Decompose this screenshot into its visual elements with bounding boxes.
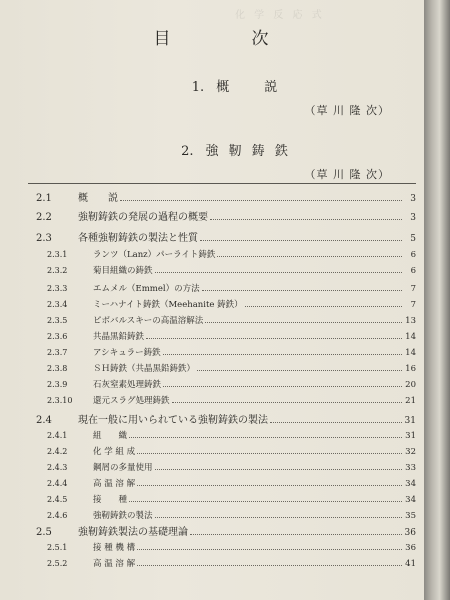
toc-entry xyxy=(0,411,416,425)
page-title: 目 次 xyxy=(153,29,301,49)
dot-leader xyxy=(210,211,402,220)
section-divider xyxy=(28,183,416,184)
toc-entry-title: 強靭鋳鉄製法の基礎理論 xyxy=(78,527,188,538)
toc-entry-number: 2.3.2 xyxy=(47,266,68,275)
toc-entry xyxy=(0,330,416,344)
toc-entry-title: 概 説 xyxy=(78,193,118,204)
toc-entry-number: 2.4.4 xyxy=(47,479,68,488)
dot-leader xyxy=(172,394,402,403)
dot-leader xyxy=(137,477,402,486)
toc-entry xyxy=(0,378,416,392)
toc-entry xyxy=(0,509,416,523)
toc-entry-title: 高 温 溶 解 xyxy=(93,479,136,489)
toc-entry-number: 2.4 xyxy=(36,415,52,426)
toc-entry xyxy=(0,346,416,360)
dot-leader xyxy=(197,362,402,371)
toc-entry-title: 接 種 機 構 xyxy=(93,543,136,553)
dot-leader xyxy=(137,557,402,566)
toc-entry-number: 2.3 xyxy=(36,233,52,244)
toc-entry xyxy=(0,314,416,328)
toc-entry-title: 強靭鋳鉄の発展の過程の概要 xyxy=(78,212,208,223)
toc-entry-number: 2.4.6 xyxy=(47,511,68,520)
toc-entry-title: ピボバルスキーの高温溶解法 xyxy=(93,316,204,326)
dot-leader xyxy=(155,264,402,273)
toc-entry-title: 各種強靭鋳鉄の製法と性質 xyxy=(78,233,198,244)
toc-entry-page: 36 xyxy=(405,543,416,553)
dot-leader xyxy=(155,509,402,518)
toc-entry-title: 強靭鋳鉄の製法 xyxy=(93,511,153,521)
toc-entry-page: 13 xyxy=(405,316,416,326)
chapter-2-heading xyxy=(0,140,424,159)
toc-entry-number: 2.4.5 xyxy=(47,495,68,504)
toc-entry xyxy=(0,189,416,203)
page-stack-edge xyxy=(424,0,450,600)
toc-entry-title: エムメル（Emmel）の方法 xyxy=(93,284,200,294)
toc-entry xyxy=(0,282,416,296)
toc-entry-page: 6 xyxy=(410,266,416,276)
toc-entry xyxy=(0,557,416,571)
toc-entry xyxy=(0,523,416,537)
toc-entry-page: 36 xyxy=(404,528,416,538)
toc-entry-number: 2.4.3 xyxy=(47,463,68,472)
toc-entry-number: 2.3.8 xyxy=(47,364,68,373)
toc-entry-number: 2.3.4 xyxy=(47,300,68,309)
toc-entry-page: 32 xyxy=(405,447,416,457)
toc-entry-page: 41 xyxy=(405,559,416,569)
toc-entry-title: 菊目組織の鋳鉄 xyxy=(93,266,153,276)
chapter-number: 1. xyxy=(191,80,205,95)
toc-entry-page: 5 xyxy=(410,234,416,244)
toc-entry-title: 還元スラグ処理鋳鉄 xyxy=(93,396,170,406)
chapter-title: 強 靭 鋳 鉄 xyxy=(205,144,291,159)
toc-entry-page: 20 xyxy=(405,380,416,390)
toc-entry-number: 2.3.7 xyxy=(47,348,68,357)
toc-entry xyxy=(0,461,416,475)
dot-leader xyxy=(202,282,402,291)
toc-entry xyxy=(0,429,416,443)
toc-entry-page: 14 xyxy=(405,348,416,358)
toc-entry-title: ミーハナイト鋳鉄（Meehanite 鋳鉄） xyxy=(93,300,243,310)
dot-leader xyxy=(245,298,402,307)
toc-entry-page: 6 xyxy=(410,250,416,260)
dot-leader xyxy=(217,248,402,257)
toc-entry-title: 共晶黒鉛鋳鉄 xyxy=(93,332,145,342)
toc-entry-page: 31 xyxy=(405,431,416,441)
toc-entry-page: 34 xyxy=(405,479,416,489)
toc-entry-title: 接 種 xyxy=(93,495,128,505)
toc-entry-page: 14 xyxy=(405,332,416,342)
toc-entry xyxy=(0,362,416,376)
chapter-title: 概 説 xyxy=(216,80,281,95)
toc-entry-page: 3 xyxy=(410,194,416,204)
toc-entry-number: 2.3.6 xyxy=(47,332,68,341)
toc-entry-number: 2.5.2 xyxy=(47,559,68,568)
toc-entry-number: 2.3.9 xyxy=(47,380,68,389)
toc-entry xyxy=(0,493,416,507)
toc-entry-title: ランツ（Lanz）パーライト鋳鉄 xyxy=(93,250,216,260)
dot-leader xyxy=(129,429,402,438)
toc-entry-number: 2.3.1 xyxy=(47,250,68,259)
toc-entry-number: 2.5 xyxy=(36,527,52,538)
toc-entry-number: 2.4.1 xyxy=(47,431,68,440)
toc-entry-page: 35 xyxy=(405,511,416,521)
toc-entry-title: 高 温 溶 解 xyxy=(93,559,136,569)
toc-entry xyxy=(0,477,416,491)
toc-entry-number: 2.5.1 xyxy=(47,543,68,552)
toc-entry xyxy=(0,445,416,459)
dot-leader xyxy=(120,192,402,201)
toc-entry-number: 2.3.5 xyxy=(47,316,68,325)
toc-entry-page: 34 xyxy=(405,495,416,505)
toc-entry xyxy=(0,298,416,312)
toc-entry-page: 7 xyxy=(410,284,416,294)
dot-leader xyxy=(270,414,402,423)
dot-leader xyxy=(163,346,402,355)
toc-entry-page: 3 xyxy=(410,213,416,223)
dot-leader xyxy=(137,541,402,550)
chapter-1-author: （草 川 隆 次） xyxy=(304,104,390,117)
dot-leader xyxy=(190,526,402,535)
toc-entry-title: 現在一般に用いられている強靭鋳鉄の製法 xyxy=(78,415,268,426)
chapter-2-author: （草 川 隆 次） xyxy=(304,168,390,181)
toc-entry xyxy=(0,229,416,243)
dot-leader xyxy=(129,493,402,502)
toc-entry-page: 16 xyxy=(405,364,416,374)
toc-entry-number: 2.3.3 xyxy=(47,284,68,293)
toc-entry xyxy=(0,541,416,555)
toc-entry-number: 2.2 xyxy=(36,212,52,223)
toc-entry-number: 2.1 xyxy=(36,193,52,204)
chapter-1-heading xyxy=(0,76,424,95)
dot-leader xyxy=(200,232,402,241)
dot-leader xyxy=(155,461,402,470)
toc-entry-title: 鋼屑の多量使用 xyxy=(93,463,153,473)
dot-leader xyxy=(205,314,402,323)
toc-entry-page: 7 xyxy=(410,300,416,310)
dot-leader xyxy=(146,330,402,339)
toc-entry xyxy=(0,394,416,408)
dot-leader xyxy=(163,378,402,387)
toc-entry xyxy=(0,248,416,262)
toc-entry-page: 31 xyxy=(404,416,416,426)
toc-entry xyxy=(0,264,416,278)
toc-entry-number: 2.4.2 xyxy=(47,447,68,456)
toc-entry-number: 2.3.10 xyxy=(47,396,73,405)
bleed-through-text: 化 学 反 応 式 xyxy=(235,10,325,21)
toc-entry-title: ＳＨ鋳鉄（共晶黒鉛鋳鉄） xyxy=(93,364,196,374)
toc-entry-page: 33 xyxy=(405,463,416,473)
toc-entry-title: 石灰窒素処理鋳鉄 xyxy=(93,380,162,390)
toc-entry-title: 組 織 xyxy=(93,431,128,441)
toc-entry xyxy=(0,208,416,222)
toc-entry-title: 化 学 組 成 xyxy=(93,447,136,457)
toc-entry-page: 21 xyxy=(405,396,416,406)
chapter-number: 2. xyxy=(181,144,194,159)
toc-entry-title: アシキュラー鋳鉄 xyxy=(93,348,161,358)
dot-leader xyxy=(137,445,402,454)
